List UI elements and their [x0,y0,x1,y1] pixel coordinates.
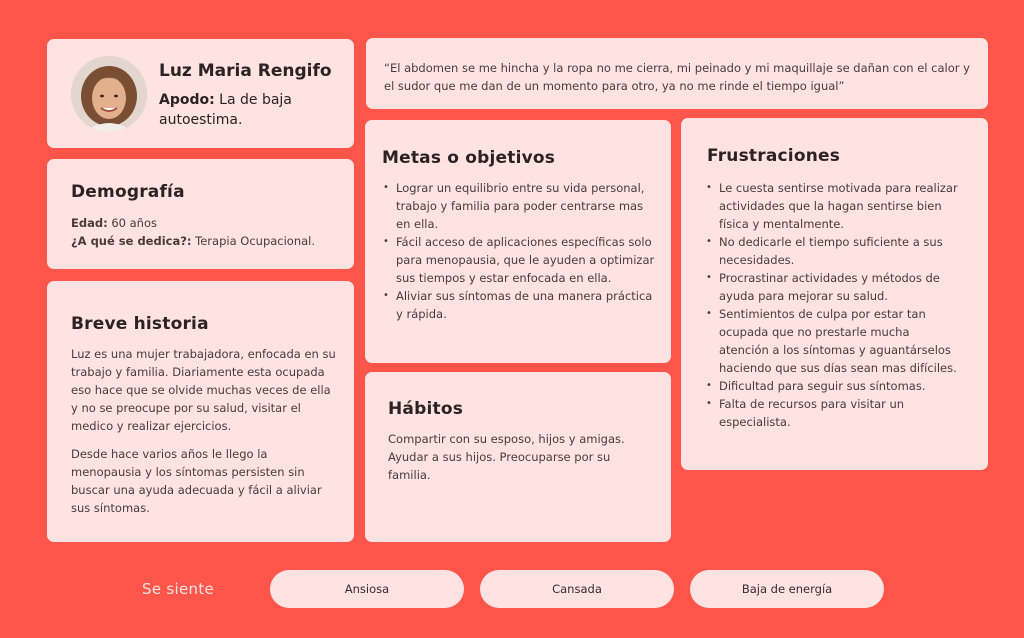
demographics-title: Demografía [71,182,185,202]
feeling-chip-anxious: Ansiosa [270,570,464,608]
list-item: • Le cuesta sentirse motivada para realizar actividades que la hagan sentirse bien física y mentalmente. [705,179,960,233]
list-item: • Dificultad para seguir sus síntomas. [705,377,960,395]
habits-text: Compartir con su esposo, hijos y amigas. Ayudar a sus hijos. Preocuparse por su familia. [388,432,625,482]
habits-title: Hábitos [388,399,464,419]
occupation-value: Terapia Ocupacional. [195,234,316,248]
nickname-label: Apodo: [159,92,215,108]
frustrations-list [705,179,960,431]
occupation-row [71,232,315,250]
list-item: • Fácil acceso de aplicaciones específicas solo para menopausia, que le ayuden a optimizar sus tiempos y estar enfocada en ella. [382,233,657,287]
age-value: 60 años [111,216,157,230]
age-label: Edad: [71,216,108,230]
occupation-label: ¿A qué se dedica?: [71,234,192,248]
story-title: Breve historia [71,314,209,334]
story-card [47,281,354,542]
list-item: • Sentimientos de culpa por estar tan ocupada que no prestarle mucha atención a los síntomas y aguantárselos haciendo que sus días sean mas difíciles. [705,305,960,377]
demographics-card [47,159,354,269]
avatar-portrait-image [71,56,147,132]
feeling-chip-low-energy: Baja de energía [690,570,884,608]
quote-card [366,38,988,109]
goals-card [365,120,671,363]
persona-nickname [159,90,339,130]
avatar [71,56,147,132]
nickname-value: La de baja autoestima. [159,92,292,128]
list-item: • No dedicarle el tiempo suficiente a sus necesidades. [705,233,960,269]
persona-quote: “El abdomen se me hincha y la ropa no me cierra, mi peinado y mi maquillaje se dañan con el calor y el sudor que me dan de un momento para otro, ya no me rinde el tiempo igual” [384,61,970,93]
feelings-label: Se siente [142,580,215,598]
list-item: • Lograr un equilibrio entre su vida personal, trabajo y familia para poder centrarse mas en ella. [382,179,657,233]
list-item: • Procrastinar actividades y métodos de ayuda para mejorar su salud. [705,269,960,305]
habits-card [365,372,671,542]
goals-list [382,179,657,323]
goals-title: Metas o objetivos [382,148,556,168]
feeling-chip-tired: Cansada [480,570,674,608]
list-item: • Falta de recursos para visitar un especialista. [705,395,960,431]
story-paragraph: Luz es una mujer trabajadora, enfocada en su trabajo y familia. Diariamente esta ocupada eso hace que se olvide muchas veces de ella y no se preocupe por su salud, visitar el medico y realizar ejercicios. [71,347,336,433]
list-item: • Aliviar sus síntomas de una manera práctica y rápida. [382,287,657,323]
frustrations-title: Frustraciones [707,146,841,166]
profile-card [47,39,354,148]
story-paragraph: Desde hace varios años le llego la menopausia y los síntomas persisten sin buscar una ayuda adecuada y fácil a aliviar sus síntomas. [71,447,322,515]
age-row [71,214,315,232]
frustrations-card [681,118,988,470]
persona-name: Luz Maria Rengifo [159,61,332,81]
